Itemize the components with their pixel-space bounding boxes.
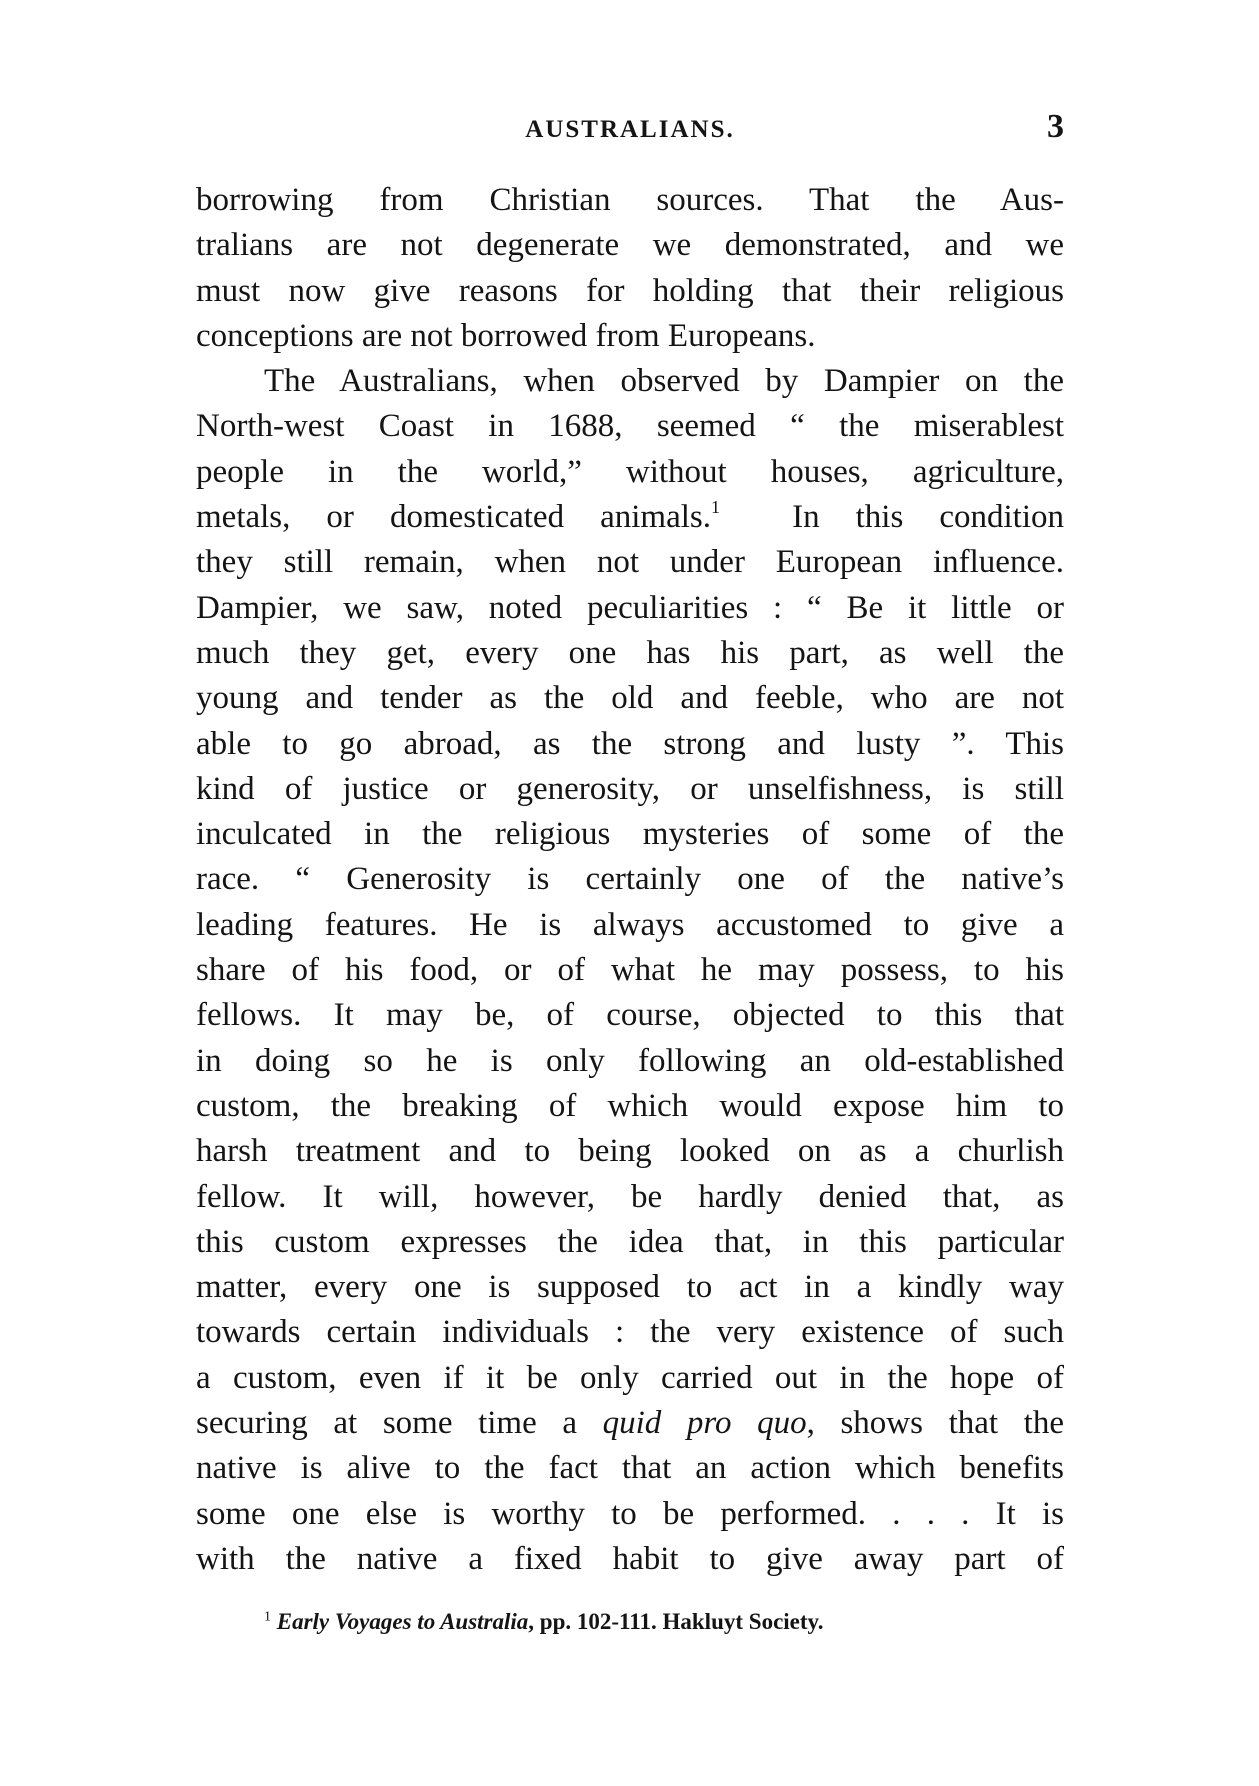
- footnote-text: , pp. 102-111. Hakluyt Society.: [528, 1609, 824, 1634]
- footnote: [264, 1609, 1024, 1635]
- text-segment: securing at some time a: [196, 1405, 603, 1442]
- text-line: The Australians, when observed by Dampier on the: [264, 363, 1064, 400]
- text-line: harsh treatment and to being looked on as a churlish: [196, 1133, 1064, 1170]
- body-text: [196, 178, 1064, 1582]
- text-segment: In this condition: [792, 499, 1064, 536]
- text-line: inculcated in the religious mysteries of some of the: [196, 816, 1064, 853]
- text-line: with the native a fixed habit to give away part of: [196, 1540, 1064, 1577]
- text-line: much they get, every one has his part, as well the: [196, 634, 1064, 671]
- text-line: conceptions are not borrowed from Europeans.: [196, 317, 816, 354]
- text-line: towards certain individuals : the very existence of such: [196, 1314, 1064, 1351]
- text-line-with-footnote-ref: [196, 495, 1064, 540]
- text-segment: metals, or domesticated animals.: [196, 499, 711, 536]
- text-line: matter, every one is supposed to act in a kindly way: [196, 1269, 1064, 1306]
- text-line: some one else is worthy to be performed. . . . It is: [196, 1495, 1064, 1532]
- footnote-marker: 1: [264, 1609, 271, 1625]
- text-segment: , shows that the: [806, 1405, 1064, 1442]
- text-line: fellows. It may be, of course, objected to this that: [196, 997, 1064, 1034]
- text-line: fellow. It will, however, be hardly denied that, as: [196, 1178, 1064, 1215]
- text-line: able to go abroad, as the strong and lusty ”. This: [196, 725, 1064, 762]
- text-line: this custom expresses the idea that, in this particular: [196, 1223, 1064, 1260]
- running-title: AUSTRALIANS.: [525, 116, 735, 143]
- text-line: young and tender as the old and feeble, who are not: [196, 680, 1064, 717]
- text-line: they still remain, when not under European influence.: [196, 544, 1064, 581]
- text-line: North-west Coast in 1688, seemed “ the miserablest: [196, 408, 1064, 445]
- text-line: race. “ Generosity is certainly one of the native’s: [196, 861, 1064, 898]
- text-line: in doing so he is only following an old-established: [196, 1042, 1064, 1079]
- text-line-with-italic: [196, 1401, 1064, 1446]
- text-line: people in the world,” without houses, agriculture,: [196, 453, 1064, 490]
- text-line: borrowing from Christian sources. That the Aus-: [196, 182, 1064, 218]
- text-line: a custom, even if it be only carried out in the hope of: [196, 1359, 1064, 1396]
- text-line: must now give reasons for holding that their religious: [196, 272, 1064, 309]
- italic-phrase: quid pro quo: [602, 1405, 807, 1442]
- footnote-title: Early Voyages to Australia: [276, 1609, 529, 1634]
- footnote-reference: 1: [711, 497, 720, 518]
- text-line: kind of justice or generosity, or unselfishness, is still: [196, 770, 1064, 807]
- text-line: tralians are not degenerate we demonstrated, and we: [196, 227, 1064, 264]
- page-number: 3: [1047, 108, 1064, 145]
- text-line: share of his food, or of what he may possess, to his: [196, 952, 1064, 989]
- text-line: leading features. He is always accustomed to give a: [196, 906, 1064, 943]
- text-line: Dampier, we saw, noted peculiarities : “ Be it little or: [196, 589, 1064, 626]
- running-head: [196, 108, 1064, 152]
- text-line: custom, the breaking of which would expose him to: [196, 1087, 1064, 1124]
- text-line: native is alive to the fact that an action which benefits: [196, 1450, 1064, 1487]
